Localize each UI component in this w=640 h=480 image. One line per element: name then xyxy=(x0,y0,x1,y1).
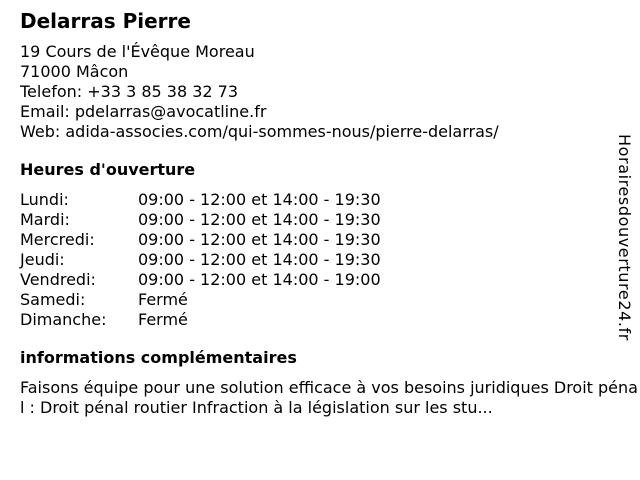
day-hours: Fermé xyxy=(138,310,188,329)
business-name: Delarras Pierre xyxy=(20,9,191,33)
hours-row-monday xyxy=(20,190,616,210)
day-hours: 09:00 - 12:00 et 14:00 - 19:30 xyxy=(138,230,381,249)
email-address[interactable]: Email: pdelarras@avocatline.fr xyxy=(20,102,267,121)
day-label: Samedi: xyxy=(20,290,86,309)
day-label: Vendredi: xyxy=(20,270,96,289)
hours-row-saturday xyxy=(20,290,616,310)
site-watermark: Horairesdouverture24.fr xyxy=(615,134,634,341)
hours-row-wednesday xyxy=(20,230,616,250)
day-hours: Fermé xyxy=(138,290,188,309)
hours-heading: Heures d'ouverture xyxy=(20,160,196,179)
info-heading: informations complémentaires xyxy=(20,348,297,367)
address-city: 71000 Mâcon xyxy=(20,62,129,81)
info-description: Faisons équipe pour une solution efficace à vos besoins juridiques Droit pénal : Droit pénal routier Infraction à la législation sur les stu... xyxy=(20,378,638,417)
day-label: Jeudi: xyxy=(20,250,65,269)
hours-row-tuesday xyxy=(20,210,616,230)
website-link[interactable]: Web: adida-associes.com/qui-sommes-nous/pierre-delarras/ xyxy=(20,122,499,141)
day-label: Dimanche: xyxy=(20,310,107,329)
day-label: Mercredi: xyxy=(20,230,95,249)
phone-number[interactable]: Telefon: +33 3 85 38 32 73 xyxy=(20,82,239,101)
day-label: Lundi: xyxy=(20,190,69,209)
address-street: 19 Cours de l'Évêque Moreau xyxy=(20,42,255,61)
hours-row-sunday xyxy=(20,310,616,330)
day-hours: 09:00 - 12:00 et 14:00 - 19:00 xyxy=(138,270,381,289)
day-hours: 09:00 - 12:00 et 14:00 - 19:30 xyxy=(138,190,381,209)
hours-row-thursday xyxy=(20,250,616,270)
day-label: Mardi: xyxy=(20,210,70,229)
day-hours: 09:00 - 12:00 et 14:00 - 19:30 xyxy=(138,250,381,269)
day-hours: 09:00 - 12:00 et 14:00 - 19:30 xyxy=(138,210,381,229)
hours-row-friday xyxy=(20,270,616,290)
hours-table xyxy=(20,190,616,330)
